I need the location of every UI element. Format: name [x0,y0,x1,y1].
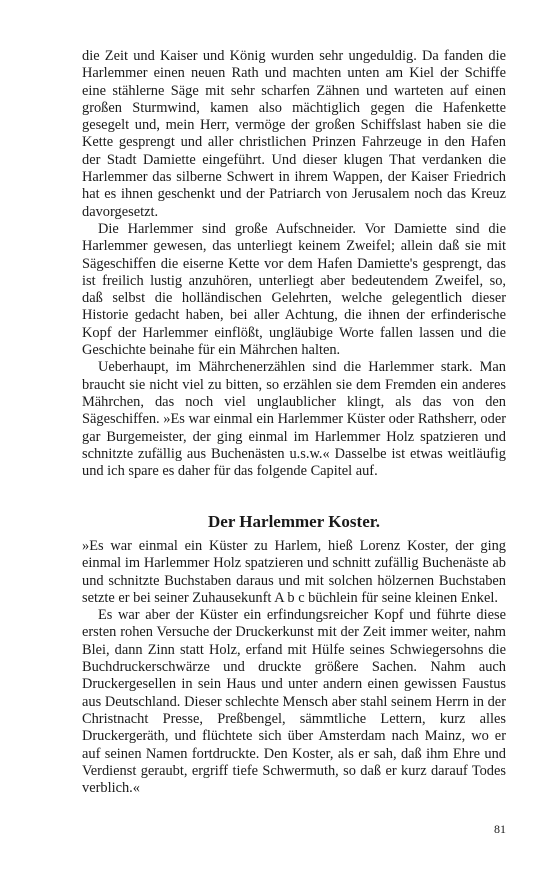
paragraph: Es war aber der Küster ein erfindungsreicher Kopf und führte diese ersten rohen Versuche der Druckerkunst mit der Zeit immer weiter, nahm Blei, dann Zinn statt Holz, erfand mit Hülfe seines Schwiegersohns die Buchdruckerschwärze und druckte größere Sachen. Nahm auch Druckergesellen in sein Haus und unter andern einen gewissen Faustus aus Deutschland. Dieser schlechte Mensch aber stahl seinem Herrn in der Christnacht Presse, Preßbengel, sämmtliche Lettern, kurz alles Druckergeräth, und flüchtete sich über Amsterdam nach Mainz, wo er auf seinen Namen fortdruckte. Den Koster, als er sah, daß ihm Ehre und Verdienst geraubt, ergriff tiefe Schwermuth, so daß er kurz darauf Todes verblich.« [82,607,506,797]
paragraph: »Es war einmal ein Küster zu Harlem, hieß Lorenz Koster, der ging einmal im Harlemmer Holz spatzieren und schnitt zufällig Buchenäste ab und schnitzte Buchstaben daraus und mit solchen hölzernen Buchstaben setzte er bei seiner Zuhausekunft A b c büchlein für seine kleinen Enkel. [82,538,506,606]
chapter-title: Der Harlemmer Koster. [208,512,380,531]
text-block-top [82,48,506,480]
text-block-bottom [82,538,506,797]
paragraph: die Zeit und Kaiser und König wurden sehr ungeduldig. Da fanden die Harlemmer einen neuen Rath und machten unten am Kiel der Schiffe eine stählerne Säge mit sehr scharfen Zähnen und warteten auf einen großen Sturmwind, kamen also mächtiglich gegen die Hafenkette gesegelt und, mein Herr, vermöge der großen Schiffslast haben sie die Kette gesprengt und aller christlichen Prinzen Fahrzeuge in den Hafen der Stadt Damiette eingeführt. Und dieser klugen That verdanken die Harlemmer das silberne Schwert in ihrem Wappen, der Kaiser Friedrich hat es ihnen geschenkt und der Patriarch von Jerusalem noch das Kreuz davorgesetzt. [82,48,506,220]
page-number: 81 [494,822,506,836]
paragraph: Ueberhaupt, im Mährchenerzählen sind die Harlemmer stark. Man braucht sie nicht viel zu bitten, so erzählen sie dem Fremden ein anderes Mährchen, das noch viel unglaublicher klingt, als das von den Sägeschiffen. »Es war einmal ein Harlemmer Küster oder Rathsherr, oder gar Burgemeister, der ging einmal im Harlemmer Holz spatzieren und schnitzte zufällig aus Buchenästen u.s.w.« Dasselbe ist etwas weitläufig und ich spare es daher für das folgende Capitel auf. [82,359,506,480]
paragraph: Die Harlemmer sind große Aufschneider. Vor Damiette sind die Harlemmer gewesen, das unterliegt keinem Zweifel; allein daß sie mit Sägeschiffen die eiserne Kette vor dem Hafen Damiette's gesprengt, das ist freilich lustig anzuhören, unterliegt aber bedeutendem Zweifel, so, daß selbst die holländischen Gelehrten, welche gelegentlich dieser Historie gedacht haben, bei aller Achtung, die ihnen der erfinderische Kopf der Harlemmer einflößt, ungläubige Worte fallen lassen und die Geschichte beinahe für ein Mährchen halten. [82,220,506,359]
